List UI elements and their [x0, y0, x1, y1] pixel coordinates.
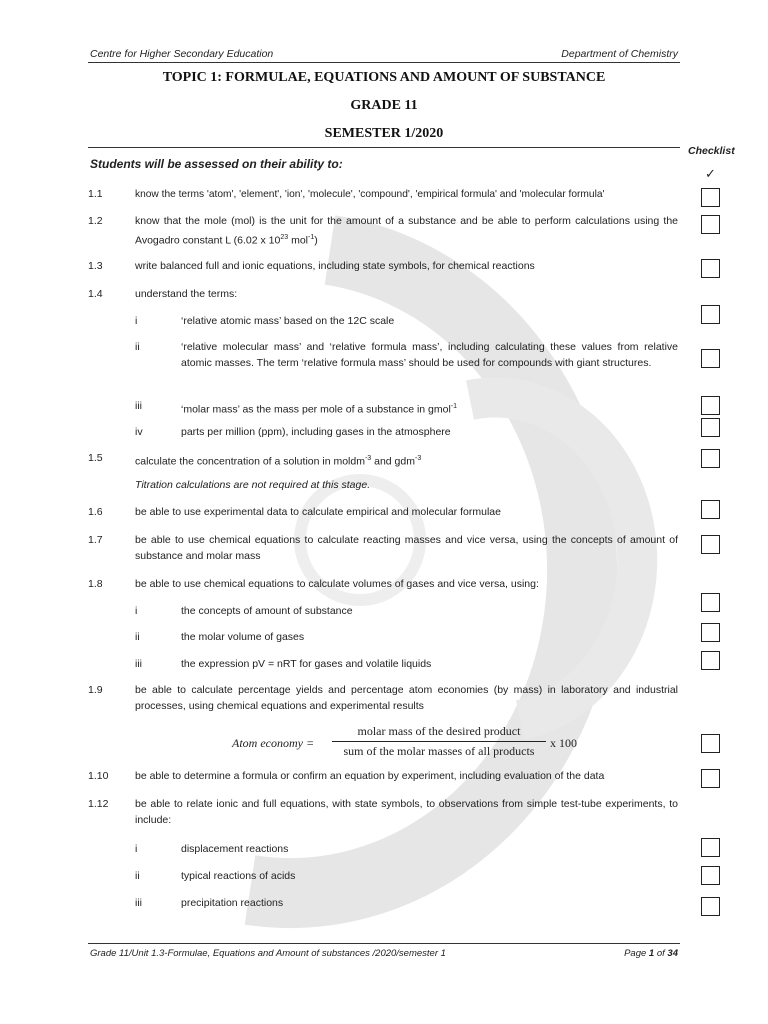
subitem-number: iii — [135, 400, 142, 412]
item-text: be able to relate ionic and full equations, with state symbols, to observations from simple test-tube experiments, to include: — [135, 798, 678, 826]
item-text: be able to determine a formula or confirm an equation by experiment, including evaluation of the data — [135, 770, 605, 782]
subitem-number: i — [135, 315, 138, 327]
item-number: 1.4 — [88, 288, 103, 300]
checkbox-1-3[interactable] — [701, 259, 720, 278]
subitem-number: i — [135, 843, 138, 855]
subitem-text: ‘relative molecular mass’ and ‘relative formula mass’, including calculating these values from relative atomic masses. The term ‘relative formula mass’ should be used for compounds with giant structures. — [181, 341, 678, 369]
checkbox-1-12-iii[interactable] — [701, 897, 720, 916]
semester-title: SEMESTER 1/2020 — [324, 126, 444, 141]
equation-denominator: sum of the molar masses of all products — [343, 744, 535, 758]
subitem-text: the molar volume of gases — [181, 631, 305, 643]
equation-lhs: Atom economy = — [232, 736, 315, 750]
item-text: know that the mole (mol) is the unit for the amount of a substance and be able to perform calculations using the Avogadro constant L (6.02 x $10^{23}$ mol$^{-1}$) — [135, 215, 678, 246]
subitem-number: iii — [135, 658, 142, 670]
item-number: 1.3 — [88, 260, 103, 272]
equation-rhs: x 100 — [550, 736, 577, 750]
subitem-number: ii — [135, 341, 140, 353]
subitem-number: ii — [135, 870, 140, 882]
item-number: 1.6 — [88, 506, 103, 518]
item-text: be able to use chemical equations to calculate reacting masses and vice versa, using the concepts of amount of substance and molar mass — [135, 534, 678, 562]
subitem-text: ‘molar mass’ as the mass per mole of a substance in gmol$^{-1}$ — [181, 403, 458, 416]
page-number: Page 1 of 34 — [624, 948, 678, 959]
item-number: 1.9 — [88, 684, 103, 696]
subitem-text: the expression pV = nRT for gases and volatile liquids — [181, 658, 432, 670]
checkbox-1-5[interactable] — [701, 449, 720, 468]
checkbox-1-4-iii[interactable] — [701, 396, 720, 415]
checkbox-1-9[interactable] — [701, 734, 720, 753]
subitem-text: displacement reactions — [181, 843, 289, 855]
title-rule — [88, 147, 680, 148]
subitem-text: parts per million (ppm), including gases in the atmosphere — [181, 426, 451, 438]
checkbox-1-8-ii[interactable] — [701, 623, 720, 642]
header-right: Department of Chemistry — [561, 48, 678, 60]
checkbox-1-12-ii[interactable] — [701, 866, 720, 885]
item-number: 1.7 — [88, 534, 103, 546]
checkbox-1-1[interactable] — [701, 188, 720, 207]
checkbox-1-4-i[interactable] — [701, 305, 720, 324]
equation-fraction — [332, 724, 546, 759]
subitem-text: precipitation reactions — [181, 897, 284, 909]
footer-rule — [88, 943, 680, 944]
checkbox-1-8-i[interactable] — [701, 593, 720, 612]
item-number: 1.12 — [88, 798, 109, 810]
item-text: be able to calculate percentage yields and percentage atom economies (by mass) in laboratory and industrial processes, using chemical equations and experimental results — [135, 684, 678, 712]
item-text: write balanced full and ionic equations, including state symbols, for chemical reactions — [135, 260, 535, 272]
subitem-number: i — [135, 605, 138, 617]
checkbox-1-2[interactable] — [701, 215, 720, 234]
checkbox-1-8-iii[interactable] — [701, 651, 720, 670]
item-number: 1.2 — [88, 215, 103, 227]
footer-left: Grade 11/Unit 1.3-Formulae, Equations and Amount of substances /2020/semester 1 — [90, 948, 446, 959]
item-number: 1.10 — [88, 770, 109, 782]
item-note: Titration calculations are not required at this stage. — [135, 479, 371, 491]
checklist-label: Checklist — [688, 145, 735, 157]
subitem-number: iv — [135, 426, 143, 438]
header-left: Centre for Higher Secondary Education — [90, 48, 274, 60]
checkbox-1-10[interactable] — [701, 769, 720, 788]
item-number: 1.5 — [88, 452, 103, 464]
checkbox-1-7[interactable] — [701, 535, 720, 554]
equation-numerator: molar mass of the desired product — [332, 724, 546, 742]
topic-title: TOPIC 1: FORMULAE, EQUATIONS AND AMOUNT OF SUBSTANCE — [162, 70, 606, 85]
item-text: calculate the concentration of a solution in moldm$^{-3}$ and gdm$^{-3}$ — [135, 455, 422, 468]
item-number: 1.8 — [88, 578, 103, 590]
assessment-intro: Students will be assessed on their ability to: — [90, 157, 343, 171]
item-text: understand the terms: — [135, 288, 238, 300]
subitem-text: typical reactions of acids — [181, 870, 296, 882]
subitem-text: the concepts of amount of substance — [181, 605, 353, 617]
checkbox-1-6[interactable] — [701, 500, 720, 519]
checkbox-1-12-i[interactable] — [701, 838, 720, 857]
item-text: be able to use chemical equations to calculate volumes of gases and vice versa, using: — [135, 578, 539, 590]
checkmark-icon: ✓ — [705, 166, 716, 181]
item-number: 1.1 — [88, 188, 103, 200]
grade-title: GRADE 11 — [350, 98, 418, 113]
subitem-number: iii — [135, 897, 142, 909]
subitem-number: ii — [135, 631, 140, 643]
header-rule — [88, 62, 680, 63]
subitem-text: ‘relative atomic mass’ based on the 12C scale — [181, 315, 395, 327]
item-text: know the terms 'atom', 'element', 'ion', 'molecule', 'compound', 'empirical formula' and 'molecular formula' — [135, 189, 605, 200]
checkbox-1-4-iv[interactable] — [701, 418, 720, 437]
item-text: be able to use experimental data to calculate empirical and molecular formulae — [135, 506, 501, 518]
checkbox-1-4-ii[interactable] — [701, 349, 720, 368]
